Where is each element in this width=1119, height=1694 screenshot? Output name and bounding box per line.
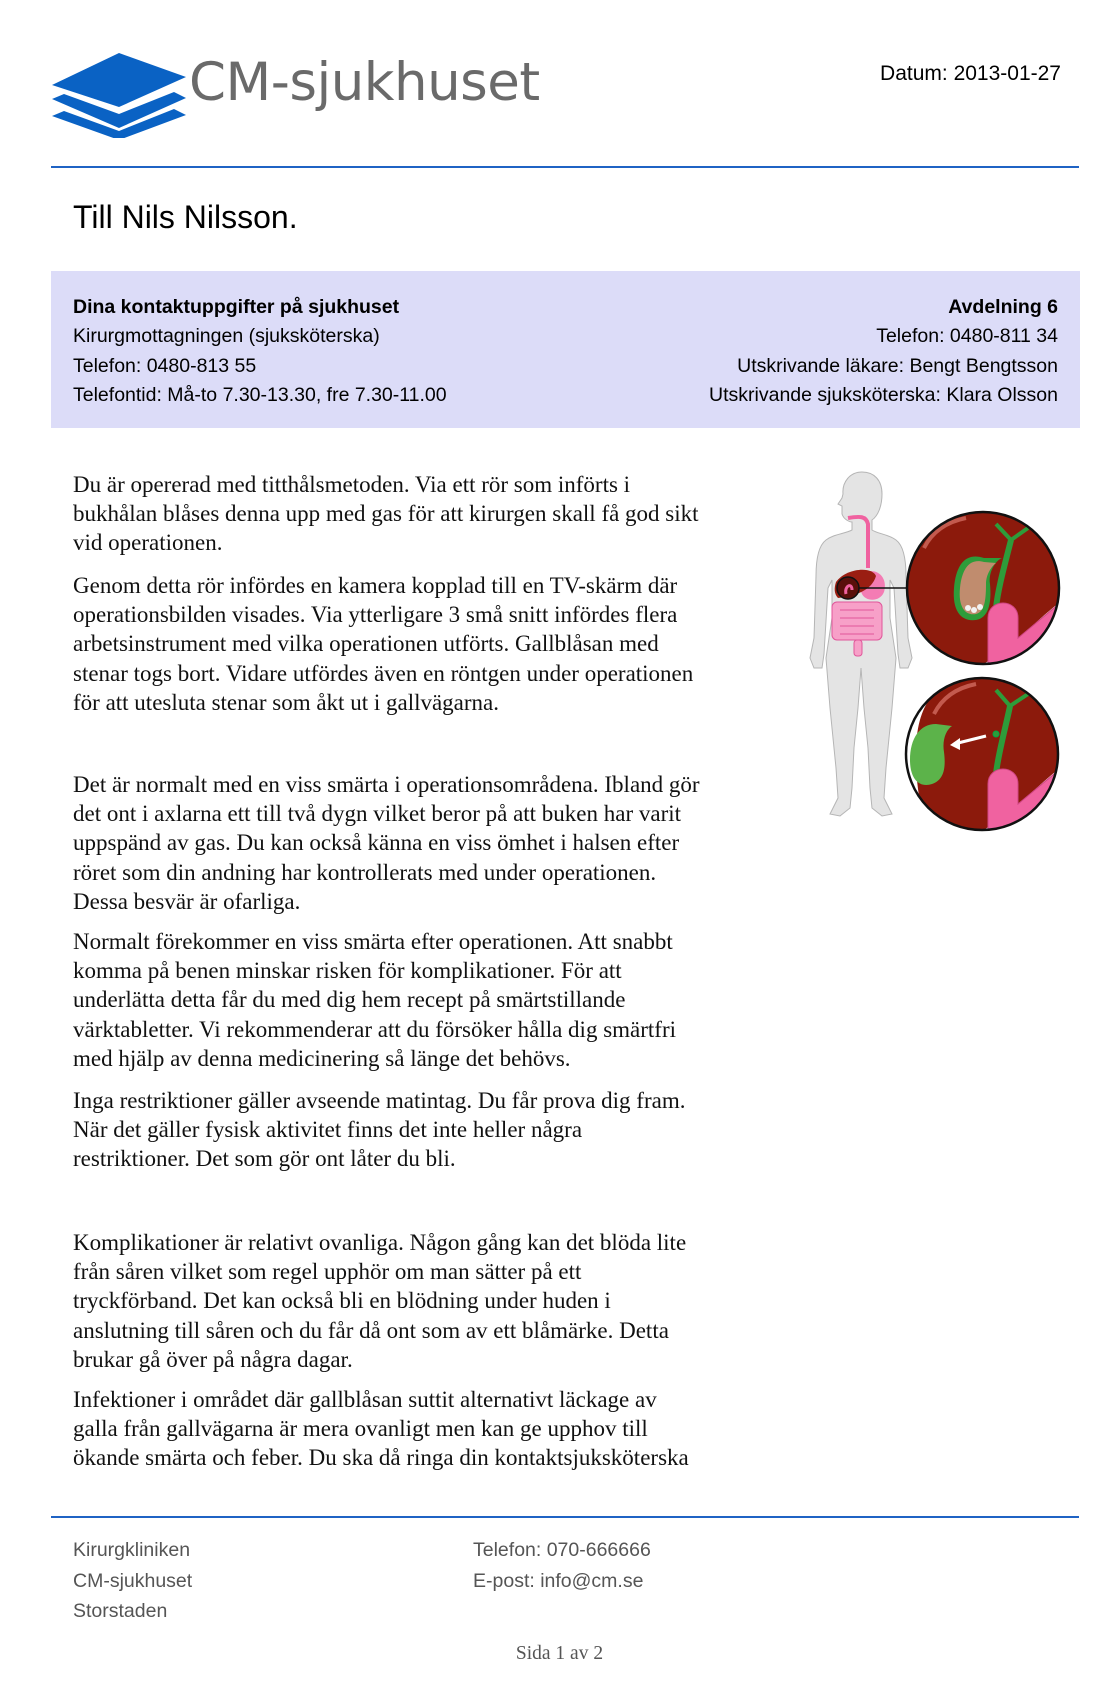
text-line: ökande smärta och feber. Du ska då ringa din kontaktsjuksköterska xyxy=(73,1445,689,1471)
paragraph xyxy=(73,770,700,916)
text-line: Genom detta rör infördes en kamera kopplad till en TV-skärm där xyxy=(73,573,678,598)
text-line: komma på benen minskar risken för komplikationer. För att xyxy=(73,958,622,984)
text-line: Normalt förekommer en viss smärta efter operationen. Att snabbt xyxy=(73,929,673,954)
footer-clinic: Kirurgkliniken xyxy=(73,1539,191,1561)
gallbladder-removed-circle xyxy=(906,678,1066,840)
text-line: arbetsinstrument med vilka operationen utförts. Gallblåsan med xyxy=(73,631,659,657)
footer-hospital: CM-sjukhuset xyxy=(73,1569,193,1592)
discharging-doctor: Utskrivande läkare: Bengt Bengtsson xyxy=(737,354,1058,377)
text-line: När det gäller fysisk aktivitet finns det inte heller några xyxy=(73,1117,583,1143)
text-line: Komplikationer är relativt ovanliga. Någon gång kan det blöda lite xyxy=(73,1230,687,1255)
text-line: med hjälp av denna medicinering så länge det behövs. xyxy=(73,1045,571,1071)
text-line: Infektioner i området där gallblåsan suttit alternativt läckage av xyxy=(73,1387,657,1412)
letter-greeting: Till Nils Nilsson. xyxy=(73,199,298,235)
hospital-contact-column xyxy=(73,293,447,410)
text-line: bukhålan blåses denna upp med gas för att kirurgen skall få god sikt xyxy=(73,501,699,527)
discharging-nurse: Utskrivande sjuksköterska: Klara Olsson xyxy=(709,383,1058,406)
paragraph xyxy=(73,1086,685,1174)
hospital-logo xyxy=(52,48,542,140)
text-line: uppspänd av gas. Du kan också känna en viss ömhet i halsen efter xyxy=(73,830,680,856)
text-line: Dessa besvär är ofarliga. xyxy=(73,888,301,914)
text-line: operationsbilden visades. Via ytterligare 3 små snitt infördes flera xyxy=(73,602,678,628)
footer-contact xyxy=(473,1535,651,1596)
text-line: värktabletter. Vi rekommenderar att du försöker hålla dig smärtfri xyxy=(73,1016,677,1042)
footer-city: Storstaden xyxy=(73,1600,168,1622)
gallbladder-with-stones-circle xyxy=(906,512,1066,678)
text-line: tryckförband. Det kan också bli en blödning under huden i xyxy=(73,1288,611,1314)
text-line: anslutning till såren och du får då ont som av ett blåmärke. Detta xyxy=(73,1317,669,1343)
text-line: vid operationen. xyxy=(73,530,223,556)
gallbladder-surgery-illustration xyxy=(806,468,1086,840)
footer-address xyxy=(73,1535,192,1627)
text-line: Det är normalt med en viss smärta i operationsområdena. Ibland gör xyxy=(73,772,700,797)
paragraph xyxy=(73,571,693,717)
text-line: röret som din andning har kontrollerats med under operationen. xyxy=(73,859,657,885)
text-line: från såren vilket som regel upphör om man sätter på ett xyxy=(73,1259,582,1285)
paragraph xyxy=(73,1385,689,1473)
text-line: det ont i axlarna ett till två dygn vilket beror på att buken har varit xyxy=(73,801,682,827)
document-date: Datum: 2013-01-27 xyxy=(880,62,1061,85)
footer-email[interactable]: E-post: info@cm.se xyxy=(473,1569,644,1592)
ward-heading: Avdelning 6 xyxy=(948,296,1058,318)
text-line: galla från gallvägarna är mera ovanligt men kan ge upphov till xyxy=(73,1416,648,1442)
text-line: Du är opererad med titthålsmetoden. Via ett rör som införts i xyxy=(73,472,631,497)
text-line: för att utesluta stenar som åkt ut i gallvägarna. xyxy=(73,689,500,715)
text-line: stenar togs bort. Vidare utfördes även en röntgen under operationen xyxy=(73,660,694,686)
paragraph xyxy=(73,470,699,558)
ward-phone: Telefon: 0480-811 34 xyxy=(876,325,1058,348)
text-line: restriktioner. Det som gör ont låter du bli. xyxy=(73,1146,456,1172)
footer-phone: Telefon: 070-666666 xyxy=(473,1539,651,1561)
contact-unit: Kirurgmottagningen (sjuksköterska) xyxy=(73,325,380,348)
paragraph xyxy=(73,927,676,1073)
text-line: underlätta detta får du med dig hem recept på smärtstillande xyxy=(73,987,626,1013)
contact-phone-hours: Telefontid: Må-to 7.30-13.30, fre 7.30-11.00 xyxy=(73,383,447,406)
stacked-layers-logo-icon xyxy=(52,48,186,138)
ward-contact-column xyxy=(709,293,1058,410)
contact-heading: Dina kontaktuppgifter på sjukhuset xyxy=(73,296,400,318)
header-divider xyxy=(51,166,1079,168)
contact-info-box xyxy=(51,271,1080,428)
logo-text: CM-sjukhuset xyxy=(189,52,540,113)
paragraph xyxy=(73,1228,686,1374)
page-number: Sida 1 av 2 xyxy=(515,1643,604,1664)
footer-divider xyxy=(51,1516,1079,1518)
contact-phone: Telefon: 0480-813 55 xyxy=(73,354,257,377)
text-line: Inga restriktioner gäller avseende matintag. Du får prova dig fram. xyxy=(73,1088,686,1113)
anatomy-illustration-icon xyxy=(806,468,1086,840)
text-line: brukar gå över på några dagar. xyxy=(73,1346,353,1372)
